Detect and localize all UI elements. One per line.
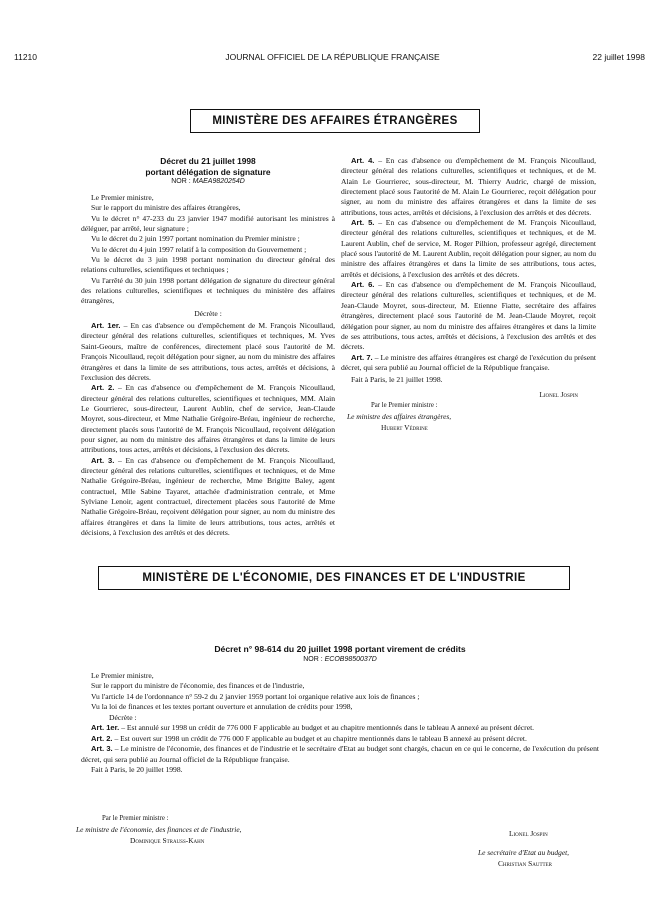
preamble-line: Sur le rapport du ministre des affaires étrangères,: [91, 203, 241, 213]
by-prime-minister: Par le Premier ministre :: [102, 815, 169, 822]
article-label: Art. 6.: [351, 280, 375, 290]
article: [81, 383, 335, 455]
preamble-line: Vu le décret du 4 juin 1997 relatif à la composition du Gouvernement ;: [91, 244, 307, 254]
preamble-line: Vu le décret du 2 juin 1997 portant nomination du Premier ministre ;: [91, 234, 300, 244]
decree1-left-column: [81, 156, 335, 538]
article: [81, 734, 599, 745]
article-label: Art. 1er.: [91, 723, 120, 732]
decree2-body: [81, 644, 599, 776]
minister-name: Dominique Strauss-Kahn: [130, 836, 205, 845]
article-text: – En cas d'absence ou d'empêchement de M. François Nicoullaud, directeur général des relations culturelles, scientifiques et techniques, et de M. Jean-Claude Moyret, sous-directeur, M. Etienne Fiatte, secrétaire des affaires étrangères, directement placé sous l'autorité de M. Jean-Claude Moyret, reçoit délégation pour signer, au nom du ministre des affaires étrangères et dans la limite de ses attributions, tous actes, arrêtés et décisions, à l'exclusion des arrêtés et des décrets.: [341, 280, 596, 352]
decree1-signatures: [341, 386, 596, 442]
done-at: Fait à Paris, le 20 juillet 1998.: [91, 765, 183, 774]
article: [341, 218, 596, 280]
signatory-name: Lionel Jospin: [509, 829, 548, 838]
minister-title: Le ministre des affaires étrangères,: [347, 411, 452, 421]
decrete-label: Décrète :: [109, 712, 137, 722]
ministry-heading-foreign-affairs: MINISTÈRE DES AFFAIRES ÉTRANGÈRES: [190, 109, 480, 133]
preamble-line: Vu l'article 14 de l'ordonnance n° 59-2 du 2 janvier 1959 portant loi organique relative aux lois de finances ;: [91, 691, 420, 701]
article-label: Art. 5.: [351, 218, 375, 228]
article-label: Art. 3.: [91, 744, 113, 753]
decree1-nor-code: MAEA9820254D: [192, 178, 245, 185]
page-number: 11210: [14, 52, 38, 62]
by-prime-minister: Par le Premier ministre :: [371, 401, 438, 409]
decree1-right-column: [341, 156, 596, 442]
preamble-line: Vu le décret du 3 juin 1998 portant nomination du directeur général des relations culturelles, scientifiques et techniques ;: [81, 255, 335, 275]
decree1-subtitle: portant délégation de signature: [145, 166, 271, 177]
article-text: – En cas d'absence ou d'empêchement de M. François Nicoullaud, directeur général des relations culturelles, scientifiques et techniques, MM. Alain Le Gourrierec, sous-directeur, Laurent Aublin, chef de service, Jean-Claude Moyret, sous-directeur, et Mme Nathalie Grégoire-Bréau, ingénieur de recherche, directement placés sous l'autorité de M. François Nicoullaud, reçoivent délégation pour signer, au nom du ministre des affaires étrangères et dans la limite de leurs attributions, tous actes, arrêtés et décisions, à l'exclusion des décrets.: [81, 383, 335, 455]
signatory-name: Lionel Jospin: [539, 389, 578, 399]
journal-title: JOURNAL OFFICIEL DE LA RÉPUBLIQUE FRANÇAISE: [225, 52, 440, 62]
article-label: Art. 2.: [91, 383, 115, 393]
decree2-title: Décret n° 98-614 du 20 juillet 1998 portant virement de crédits: [214, 644, 466, 654]
article: [341, 280, 596, 352]
article: [341, 156, 596, 218]
preamble-line: Le Premier ministre,: [91, 193, 154, 202]
article: [81, 456, 335, 539]
article-text: – En cas d'absence ou d'empêchement de M. François Nicoullaud, directeur général des relations culturelles, scientifiques et techniques, et de M. Laurent Aublin, chef de service, M. Roger Pilhion, professeur agrégé, directement placé sous l'autorité de M. Laurent Aublin, reçoit délégation pour signer, au nom du ministre des affaires étrangères et dans la limite de ses attributions, tous actes, arrêtés et décisions, à l'exclusion des arrêtés et des décrets.: [341, 218, 596, 279]
decree1-nor: NOR : MAEA9820254D: [171, 178, 245, 185]
done-at: Fait à Paris, le 21 juillet 1998.: [351, 375, 443, 385]
preamble-line: Vu l'arrêté du 30 juin 1998 portant délégation de signature du directeur général des relations culturelles, scientifiques et techniques du ministère des affaires étrangères,: [81, 275, 335, 306]
article-text: – En cas d'absence ou d'empêchement de M. François Nicoullaud, directeur général des relations culturelles, scientifiques et techniques, M. Yves Saint-Geours, maître de conférences, directement placé sous l'autorité de M. François Nicoullaud, reçoit délégation pour signer, au nom du ministre des affaires étrangères et dans la limite de ses attributions, tous actes, arrêtés et décisions, à l'exclusion des décrets.: [81, 321, 335, 382]
article-text: – En cas d'absence ou d'empêchement de M. François Nicoullaud, directeur général des relations culturelles, scientifiques et techniques, et de M. Alain Le Gourrierec, sous-directeur, M. Thierry Audric, chargé de mission, directement placé sous l'autorité de M. Alain Le Gourrierec, reçoit délégation pour signer, au nom du ministre des affaires étrangères et dans la limite de ses attributions, tous actes, arrêtés et décisions, à l'exclusion des arrêtés et des décrets.: [341, 156, 596, 217]
article-label: Art. 2.: [91, 733, 113, 743]
ministry-heading-economy: MINISTÈRE DE L'ÉCONOMIE, DES FINANCES ET DE L'INDUSTRIE: [98, 566, 570, 590]
decree2-nor: NOR : ECOB9850037D: [303, 655, 377, 663]
article-label: Art. 3.: [91, 455, 115, 465]
secretary-title: Le secrétaire d'Etat au budget,: [478, 848, 570, 857]
article-text: – Est ouvert sur 1998 un crédit de 776 000 F applicable au budget et au chapitre mentionnés dans le tableau B annexé au présent décret.: [114, 733, 527, 743]
article-label: Art. 4.: [351, 156, 375, 165]
secretary-name: Christian Sautter: [498, 859, 552, 868]
preamble-line: Le Premier ministre,: [91, 670, 154, 680]
decree2-nor-code: ECOB9850037D: [324, 655, 377, 663]
preamble-line: Vu le décret n° 47-233 du 23 janvier 1947 modifié autorisant les ministres à déléguer, par arrêté, leur signature ;: [81, 213, 335, 234]
article-text: – Le ministre des affaires étrangères est chargé de l'exécution du présent décret, qui sera publié au Journal officiel de la République française.: [341, 352, 596, 372]
article: [81, 321, 335, 383]
preamble-line: Sur le rapport du ministre de l'économie, des finances et de l'industrie,: [91, 681, 305, 690]
decree1-title: Décret du 21 juillet 1998: [160, 156, 256, 166]
issue-date: 22 juillet 1998: [592, 52, 645, 62]
article: [81, 723, 599, 734]
article-label: Art. 1er.: [91, 321, 121, 331]
decrete-label: Décrète :: [194, 308, 222, 318]
article-text: – Le ministre de l'économie, des finances et de l'industrie et le secrétaire d'Etat au budget sont chargés, chacun en ce qui le concerne, de l'exécution du présent décret, qui sera publié au Journal officiel de la République française.: [81, 744, 599, 764]
minister-title: Le ministre de l'économie, des finances et de l'industrie,: [76, 825, 242, 834]
minister-name: Hubert Védrine: [381, 422, 428, 432]
preamble-line: Vu la loi de finances et les textes portant ouverture et annulation de crédits pour 1998,: [91, 702, 353, 711]
article: [81, 744, 599, 765]
article-text: – En cas d'absence ou d'empêchement de M. François Nicoullaud, directeur général des relations culturelles, scientifiques et techniques, et de Mme Nathalie Grégoire-Bréau, ingénieur de recherche, Mme Brigitte Baley, agent contractuel, Mlle Sabine Tayaret, attachée d'administration centrale, et Mme Sylviane Lenoir, agent contractuel, directement placées sous l'autorité de Mme Nathalie Grégoire-Bréau, reçoivent délégation pour signer, au nom du ministre des affaires étrangères et dans la limite de leurs attributions, tous actes, arrêtés et décisions, à l'exclusion des arrêtés et des décrets.: [81, 455, 335, 537]
article-label: Art. 7.: [351, 352, 373, 362]
article-text: – Est annulé sur 1998 un crédit de 776 000 F applicable au budget et au chapitre mentionnés dans le tableau A annexé au présent décret.: [121, 723, 535, 732]
article: [341, 353, 596, 374]
